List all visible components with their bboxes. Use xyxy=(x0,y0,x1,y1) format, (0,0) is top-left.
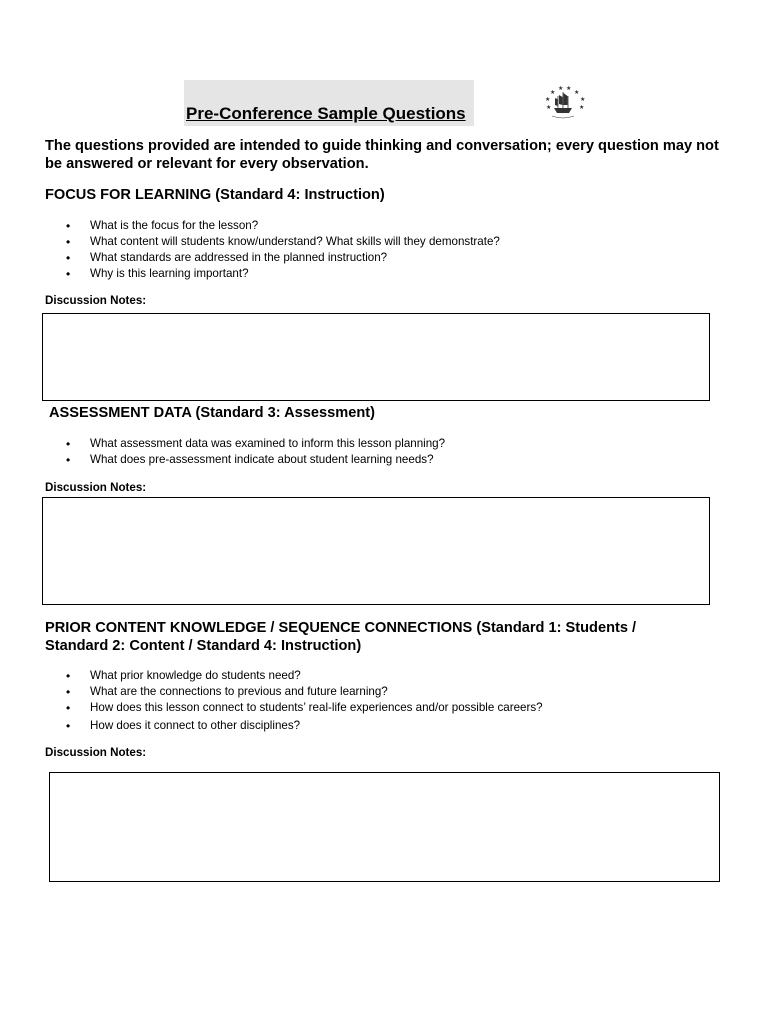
section-heading-focus: FOCUS FOR LEARNING (Standard 4: Instruction) xyxy=(45,187,385,203)
heading-line: PRIOR CONTENT KNOWLEDGE / SEQUENCE CONNECTIONS (Standard 1: Students / xyxy=(45,620,637,636)
discussion-notes-field-assessment[interactable] xyxy=(42,497,710,605)
svg-text:★: ★ xyxy=(558,85,564,92)
svg-text:★: ★ xyxy=(580,96,586,103)
list-item: • Why is this learning important? xyxy=(45,266,500,282)
discussion-notes-label: Discussion Notes: xyxy=(45,481,147,494)
discussion-notes-field-focus[interactable] xyxy=(42,313,710,401)
svg-text:★: ★ xyxy=(579,104,585,111)
svg-text:★: ★ xyxy=(566,85,572,92)
list-item: • What does pre-assessment indicate about student learning needs? xyxy=(45,452,445,468)
focus-question-list xyxy=(45,218,500,282)
list-item: • How does this lesson connect to students’ real-life experiences and/or possible careers? xyxy=(45,700,543,716)
list-item: • What prior knowledge do students need? xyxy=(45,668,543,684)
prior-knowledge-question-list xyxy=(45,668,543,734)
ship-with-stars-logo xyxy=(538,80,588,124)
heading-line: Standard 2: Content / Standard 4: Instruction) xyxy=(45,638,362,654)
list-item: • What assessment data was examined to inform this lesson planning? xyxy=(45,436,445,452)
list-item: • What are the connections to previous and future learning? xyxy=(45,684,543,700)
list-item: • How does it connect to other disciplines? xyxy=(45,718,543,734)
page-title: Pre-Conference Sample Questions xyxy=(186,104,466,123)
svg-text:★: ★ xyxy=(545,96,551,103)
list-item: • What is the focus for the lesson? xyxy=(45,218,500,234)
section-heading-assessment: ASSESSMENT DATA (Standard 3: Assessment) xyxy=(49,405,375,421)
assessment-question-list xyxy=(45,436,445,468)
list-item: • What content will students know/understand? What skills will they demonstrate? xyxy=(45,234,500,250)
section-heading-prior-knowledge xyxy=(45,619,636,655)
svg-text:★: ★ xyxy=(550,89,556,96)
discussion-notes-label: Discussion Notes: xyxy=(45,294,147,307)
discussion-notes-label: Discussion Notes: xyxy=(45,746,147,759)
intro-text: The questions provided are intended to guide thinking and conversation; every question may not be answered or relevant for every observation. xyxy=(45,138,719,172)
list-item: • What standards are addressed in the planned instruction? xyxy=(45,250,500,266)
discussion-notes-field-prior-knowledge[interactable] xyxy=(49,772,720,882)
svg-text:★: ★ xyxy=(574,89,580,96)
svg-text:★: ★ xyxy=(546,104,552,111)
